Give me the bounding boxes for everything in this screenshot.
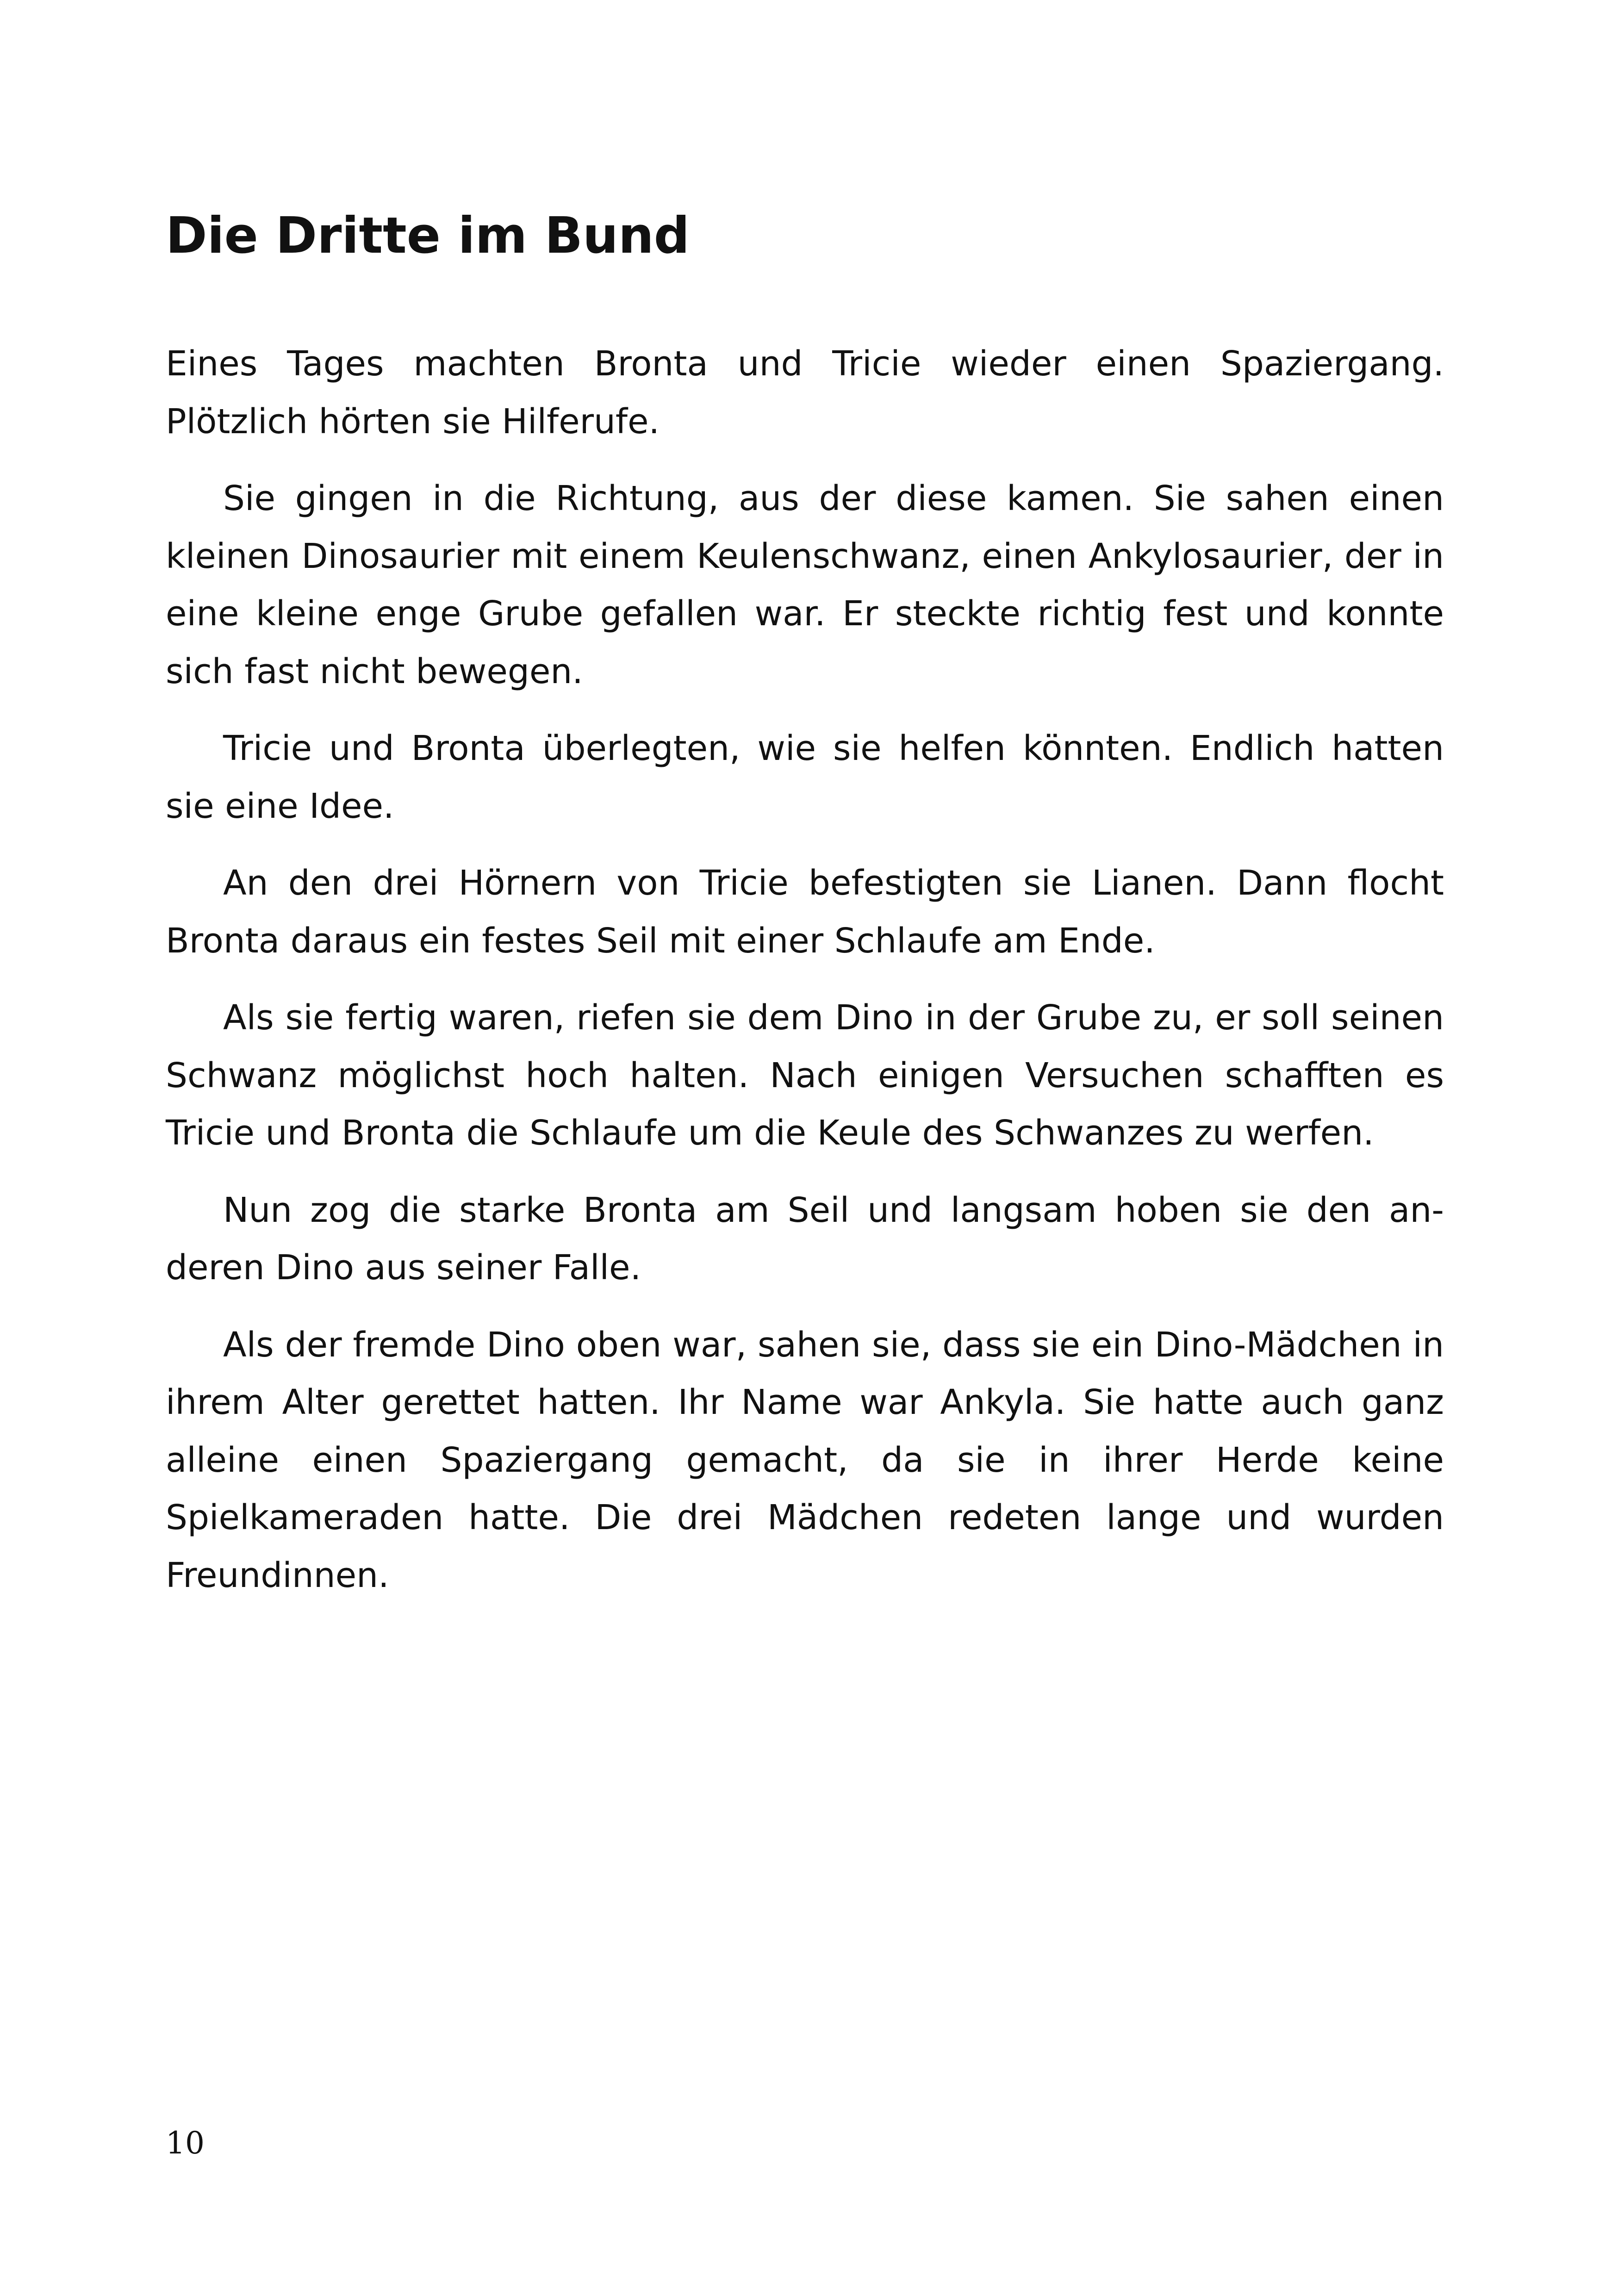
paragraph: Als der fremde Dino oben war, sahen sie, dass sie ein Dino-Mädchen in ihrem Alter gerettet hatten. Ihr Name war Ankyla. Sie hatte auch ganz alleine einen Spaziergang gemacht, da sie in ihrer Herde keine Spielkameraden hatte. Die drei Mädchen redeten lange und wurden Freundinnen. bbox=[166, 1325, 1444, 1595]
paragraph: Sie gingen in die Richtung, aus der diese kamen. Sie sahen einen kleinen Dinosaurier mit einem Keulenschwanz, einen Ankylosaurier, der in eine kleine enge Grube gefallen war. Er steckte richtig fest und konnte sich fast nicht bewegen. bbox=[166, 479, 1444, 691]
paragraph: An den drei Hörnern von Tricie befestigten sie Lianen. Dann flocht Bronta daraus ein festes Seil mit einer Schlaufe am Ende. bbox=[166, 863, 1444, 961]
paragraph: Nun zog die starke Bronta am Seil und langsam hoben sie den anderen Dino aus seiner Falle. bbox=[166, 1190, 1444, 1288]
chapter-title: Die Dritte im Bund bbox=[166, 207, 690, 265]
paragraph: Eines Tages machten Bronta und Tricie wieder einen Spaziergang. Plötzlich hörten sie Hilferufe. bbox=[166, 344, 1444, 442]
paragraph: Tricie und Bronta überlegten, wie sie helfen könnten. Endlich hatten sie eine Idee. bbox=[166, 728, 1444, 826]
story-text bbox=[166, 335, 1444, 1624]
page-number: 10 bbox=[166, 2125, 205, 2161]
paragraph: Als sie fertig waren, riefen sie dem Dino in der Grube zu, er soll seinen Schwanz möglichst hoch halten. Nach einigen Versuchen schafften es Tricie und Bronta die Schlaufe um die Keule des Schwanzes zu werfen. bbox=[166, 998, 1444, 1153]
